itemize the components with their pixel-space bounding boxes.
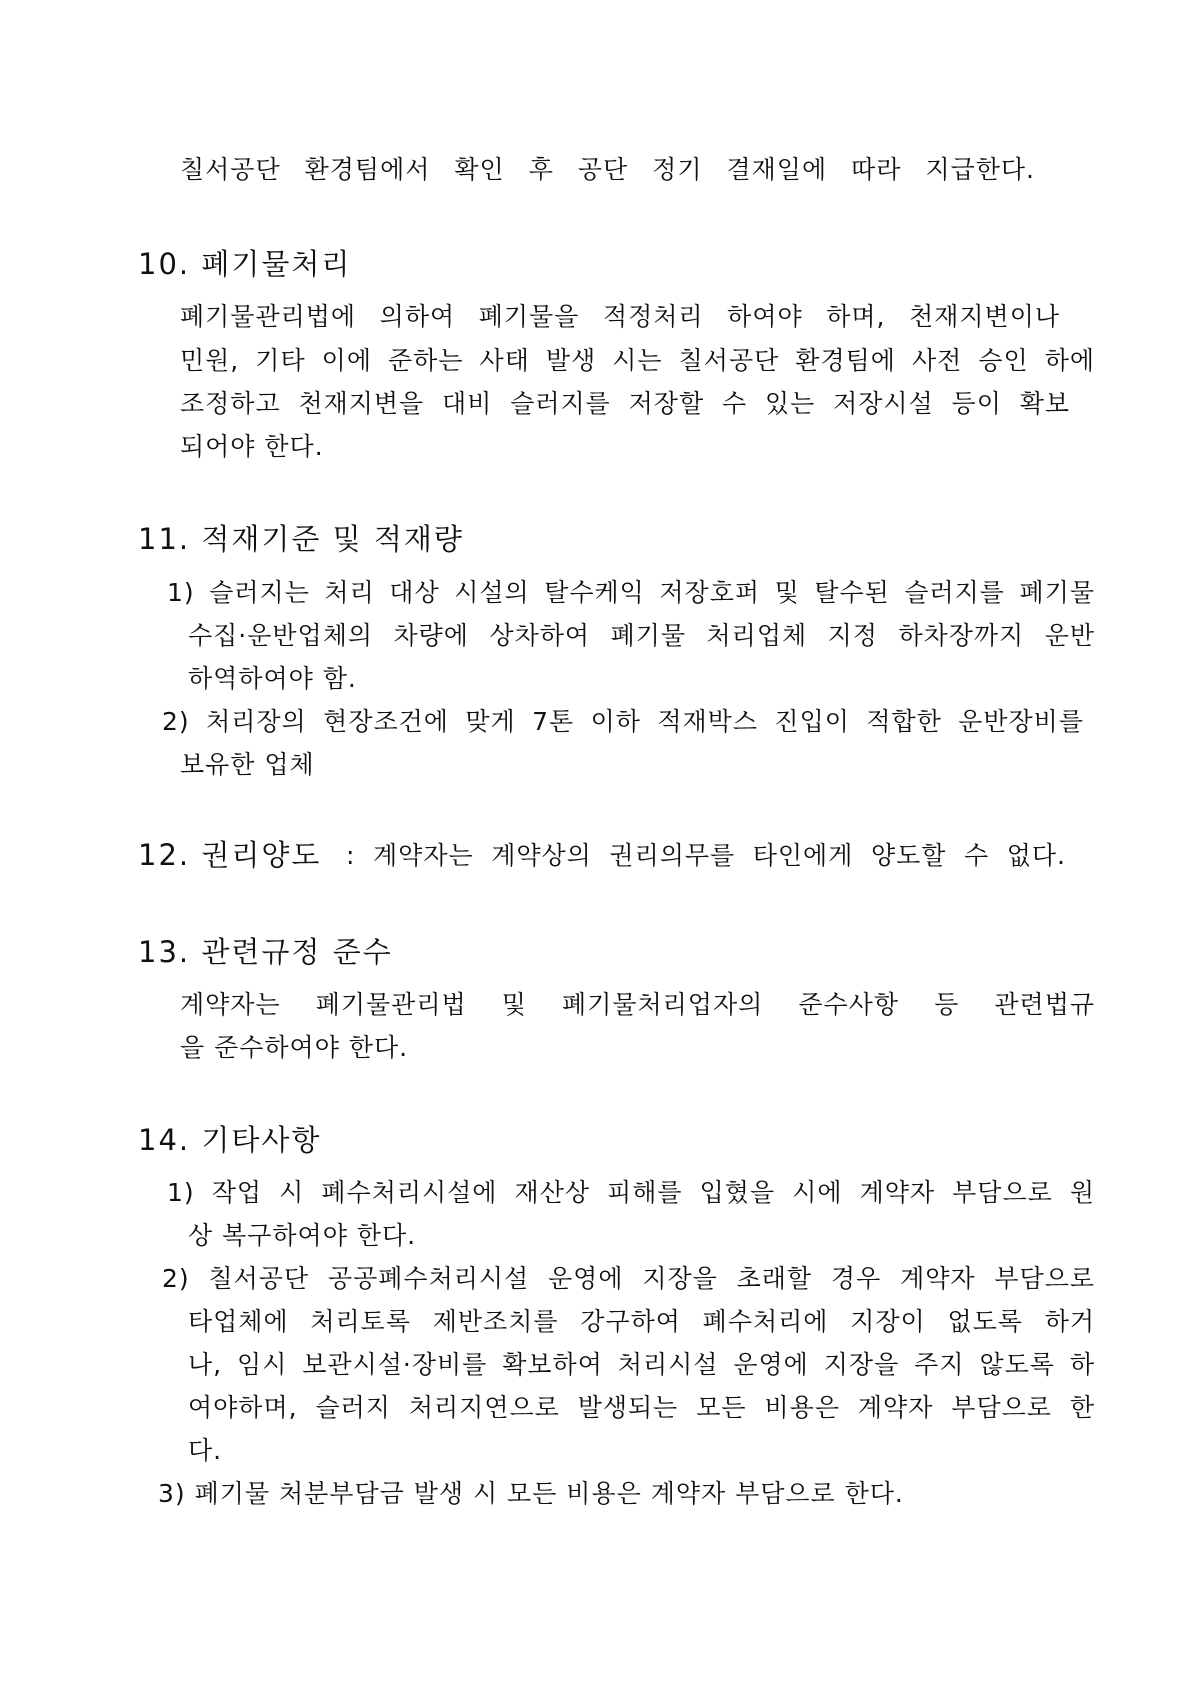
section-14-heading: 14. 기타사항 — [138, 1123, 322, 1157]
section-13-line: 계약자는 폐기물관리법 및 폐기물처리업자의 준수사항 등 관련법규 — [180, 990, 1095, 1019]
section-11-heading: 11. 적재기준 및 적재량 — [138, 522, 464, 556]
section-14-item-1: 1) 작업 시 폐수처리시설에 재산상 피해를 입혔을 시에 계약자 부담으로 원 — [167, 1178, 1095, 1207]
section-11-item-1: 1) 슬러지는 처리 대상 시설의 탈수케익 저장호퍼 및 탈수된 슬러지를 폐기물 — [167, 578, 1095, 607]
intro-text: 칠서공단 환경팀에서 확인 후 공단 정기 결재일에 따라 지급한다. — [180, 155, 1035, 184]
section-14-item-2: 2) 칠서공단 공공폐수처리시설 운영에 지장을 초래할 경우 계약자 부담으로 — [162, 1264, 1095, 1293]
section-10-line: 되어야 한다. — [180, 432, 324, 461]
section-14-item-2: 여야하며, 슬러지 처리지연으로 발생되는 모든 비용은 계약자 부담으로 한 — [188, 1393, 1095, 1422]
section-11-item-1: 하역하여야 함. — [188, 664, 357, 693]
section-14-item-1: 상 복구하여야 한다. — [188, 1221, 417, 1250]
section-10-line: 폐기물관리법에 의하여 폐기물을 적정처리 하여야 하며, 천재지변이나 — [180, 302, 1060, 331]
section-10-line: 조정하고 천재지변을 대비 슬러지를 저장할 수 있는 저장시설 등이 확보 — [180, 389, 1070, 418]
section-14-item-2: 타업체에 처리토록 제반조치를 강구하여 폐수처리에 지장이 없도록 하거 — [188, 1307, 1095, 1336]
section-10-line: 민원, 기타 이에 준하는 사태 발생 시는 칠서공단 환경팀에 사전 승인 하에 — [180, 346, 1095, 375]
section-11-item-2: 보유한 업체 — [180, 750, 315, 779]
section-11-item-2: 2) 처리장의 현장조건에 맞게 7톤 이하 적재박스 진입이 적합한 운반장비를 — [162, 707, 1084, 736]
section-12-text: : 계약자는 계약상의 권리의무를 타인에게 양도할 수 없다. — [346, 841, 1066, 870]
section-14-item-3: 3) 폐기물 처분부담금 발생 시 모든 비용은 계약자 부담으로 한다. — [158, 1479, 904, 1508]
section-12-heading: 12. 권리양도 — [138, 838, 322, 872]
section-14-item-2: 다. — [188, 1436, 223, 1465]
section-13-heading: 13. 관련규정 준수 — [138, 935, 393, 969]
section-14-item-2: 나, 임시 보관시설·장비를 확보하여 처리시설 운영에 지장을 주지 않도록 하 — [188, 1350, 1095, 1379]
section-13-line: 을 준수하여야 한다. — [180, 1033, 409, 1062]
section-11-item-1: 수집·운반업체의 차량에 상차하여 폐기물 처리업체 지정 하차장까지 운반 — [188, 621, 1095, 650]
section-10-heading: 10. 폐기물처리 — [138, 247, 352, 281]
